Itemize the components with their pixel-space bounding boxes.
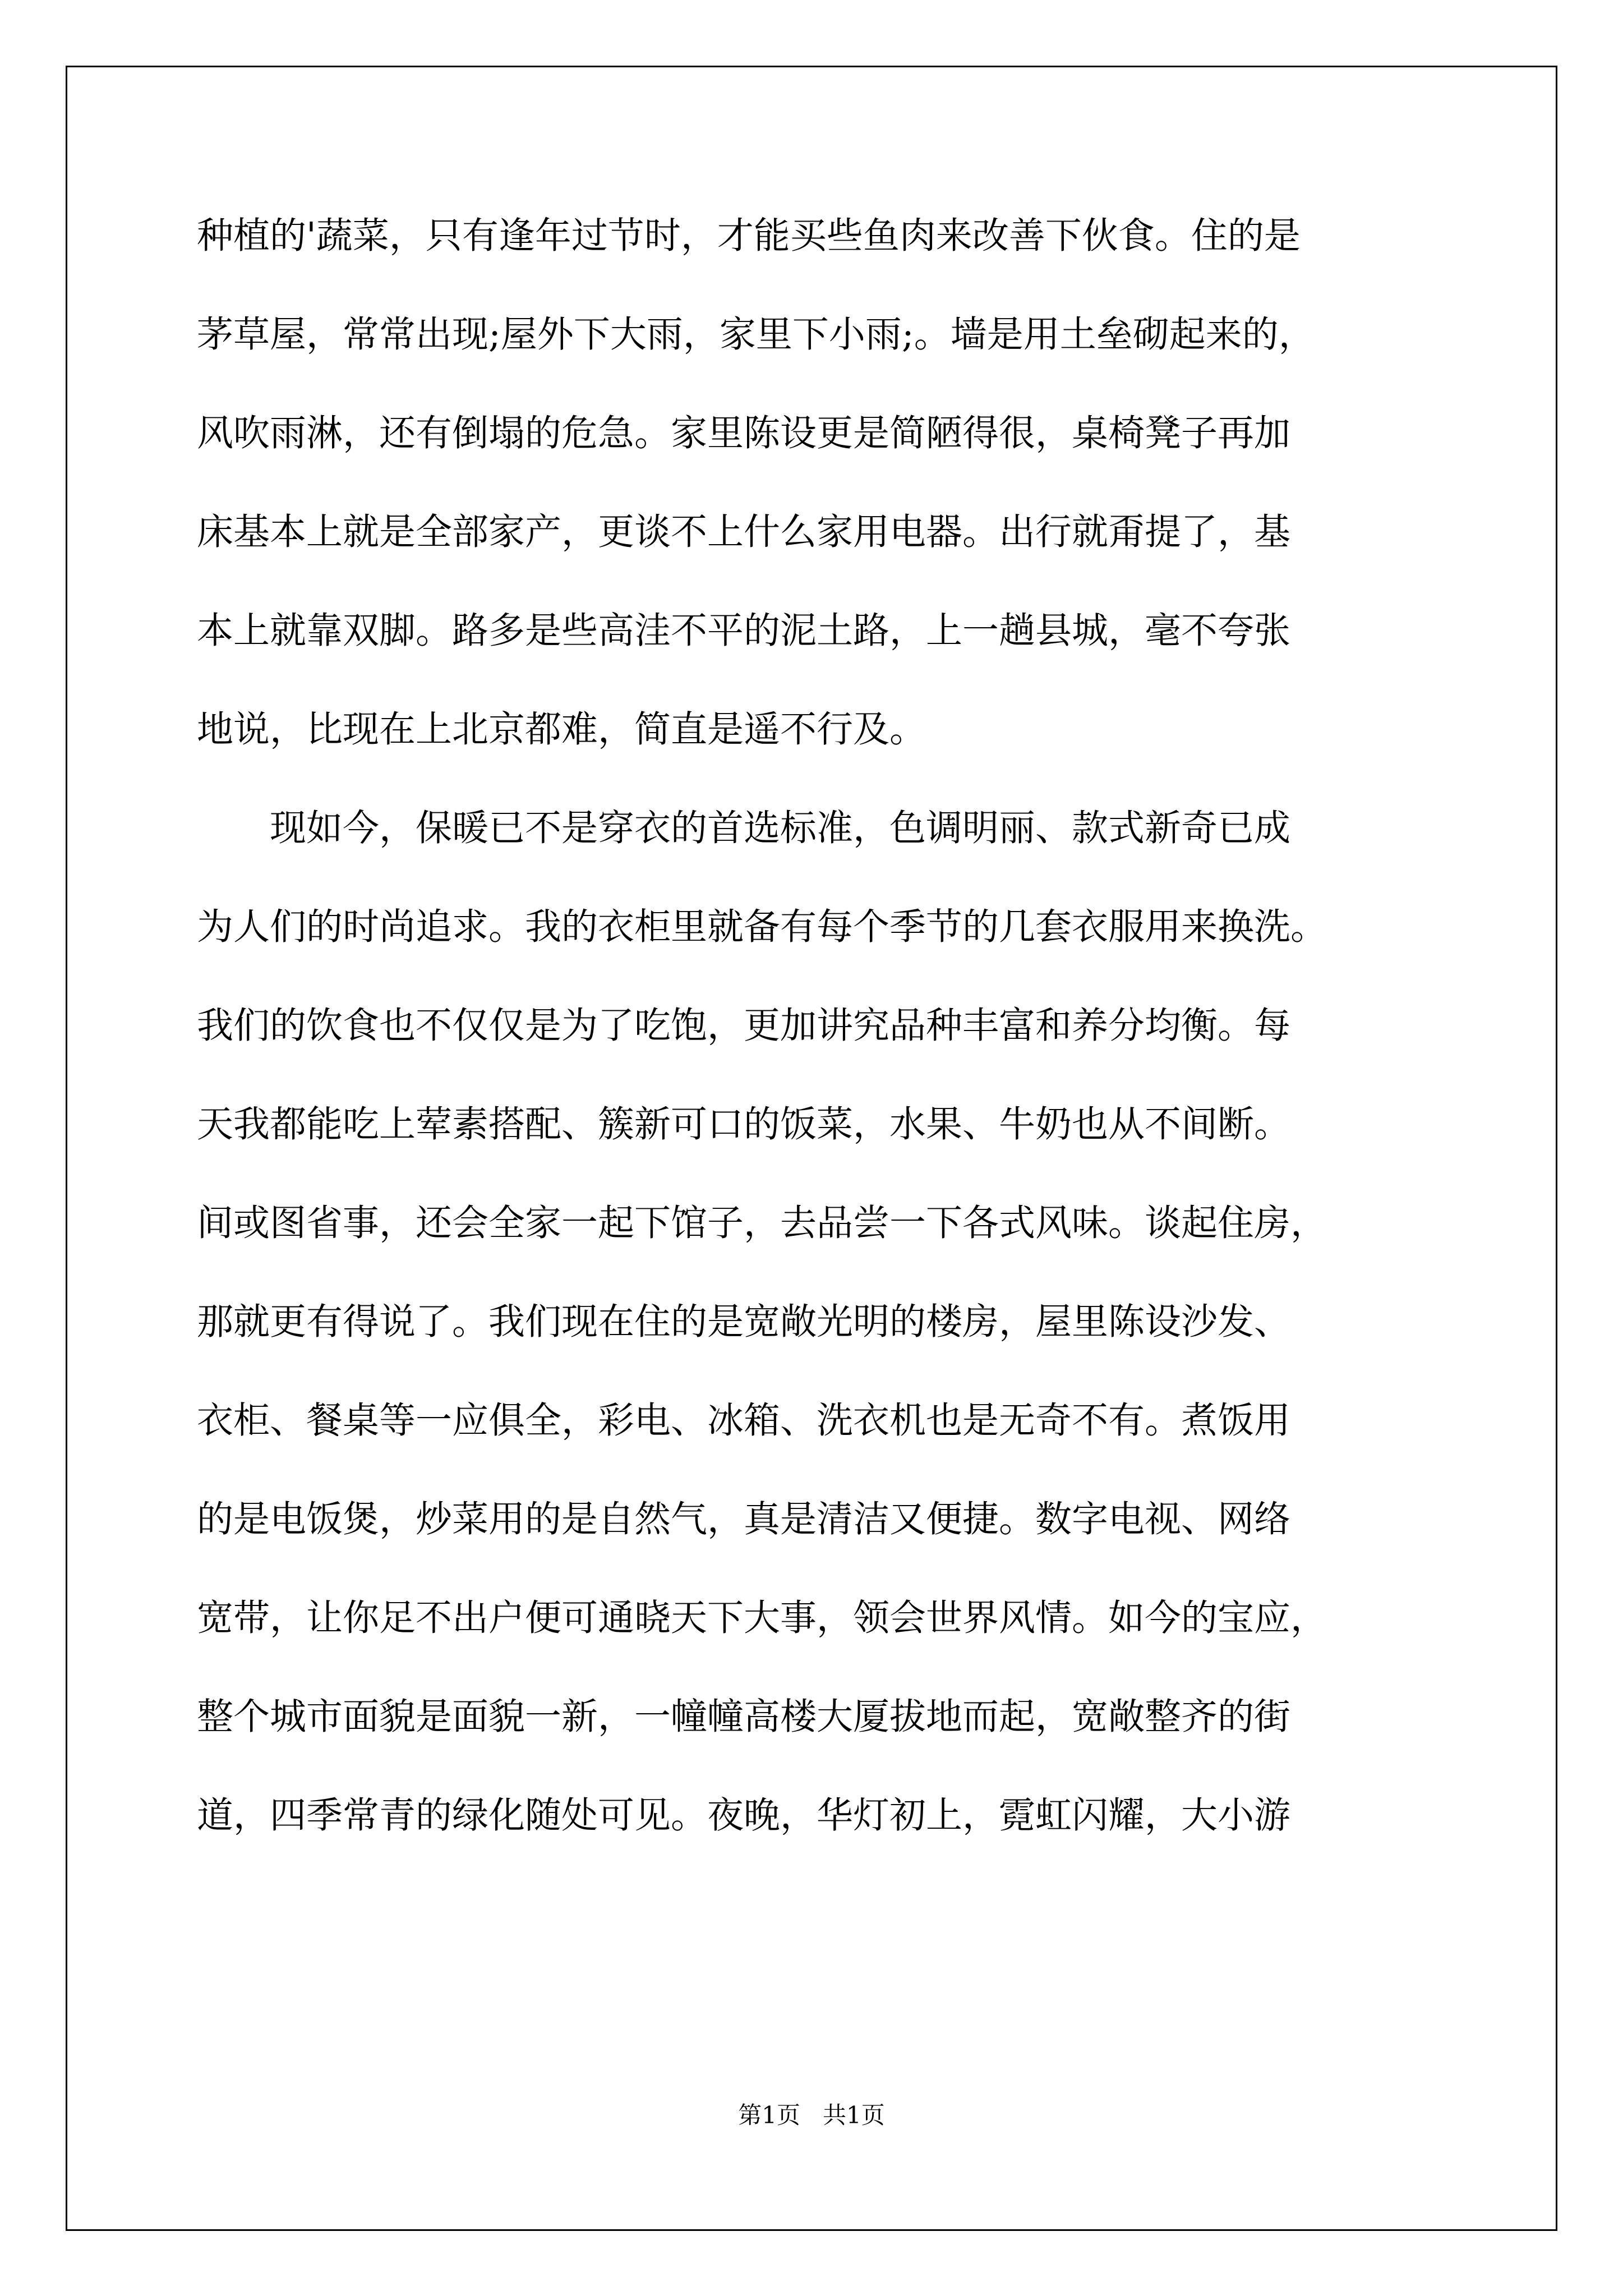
document-body [197,215,1436,1896]
text-line: 的是电饭煲，炒菜用的是自然气，真是清洁又便捷。数字电视、网络 [197,1498,1291,1540]
text-line: 衣柜、餐桌等一应俱全，彩电、冰箱、洗衣机也是无奇不有。煮饭用 [197,1400,1291,1442]
text-line: 道，四季常青的绿化随处可见。夜晚，华灯初上，霓虹闪耀，大小游 [197,1795,1291,1837]
text-line: 那就更有得说了。我们现在住的是宽敞光明的楼房，屋里陈设沙发、 [197,1301,1291,1343]
text-line: 为人们的时尚追求。我的衣柜里就备有每个季节的几套衣服用来换洗。 [197,906,1327,948]
text-line: 整个城市面貌是面貌一新，一幢幢高楼大厦拔地而起，宽敞整齐的街 [197,1696,1291,1738]
text-line: 本上就靠双脚。路多是些高洼不平的泥土路，上一趟县城，毫不夸张 [197,610,1291,652]
text-line: 茅草屋，常常出现;屋外下大雨，家里下小雨;。墙是用土垒砌起来的， [197,314,1315,356]
text-line: 床基本上就是全部家产，更谈不上什么家用电器。出行就甭提了，基 [197,511,1291,553]
paragraph-first-line: 现如今，保暖已不是穿衣的首选标准，色调明丽、款式新奇已成 [270,807,1291,849]
text-line: 风吹雨淋，还有倒塌的危急。家里陈设更是简陋得很，桌椅凳子再加 [197,412,1291,454]
text-line: 宽带，让你足不出户便可通晓天下大事，领会世界风情。如今的宝应， [197,1597,1327,1639]
text-line: 天我都能吃上荤素搭配、簇新可口的饭菜，水果、牛奶也从不间断。 [197,1103,1291,1145]
page-number-footer: 第1页 共1页 [738,2101,885,2129]
text-line: 我们的饮食也不仅仅是为了吃饱，更加讲究品种丰富和养分均衡。每 [197,1005,1291,1047]
text-line: 地说，比现在上北京都难，简直是遥不行及。 [197,708,926,751]
text-line: 种植的'蔬菜，只有逢年过节时，才能买些鱼肉来改善下伙食。住的是 [197,215,1301,257]
text-line: 间或图省事，还会全家一起下馆子，去品尝一下各式风味。谈起住房， [197,1202,1327,1244]
